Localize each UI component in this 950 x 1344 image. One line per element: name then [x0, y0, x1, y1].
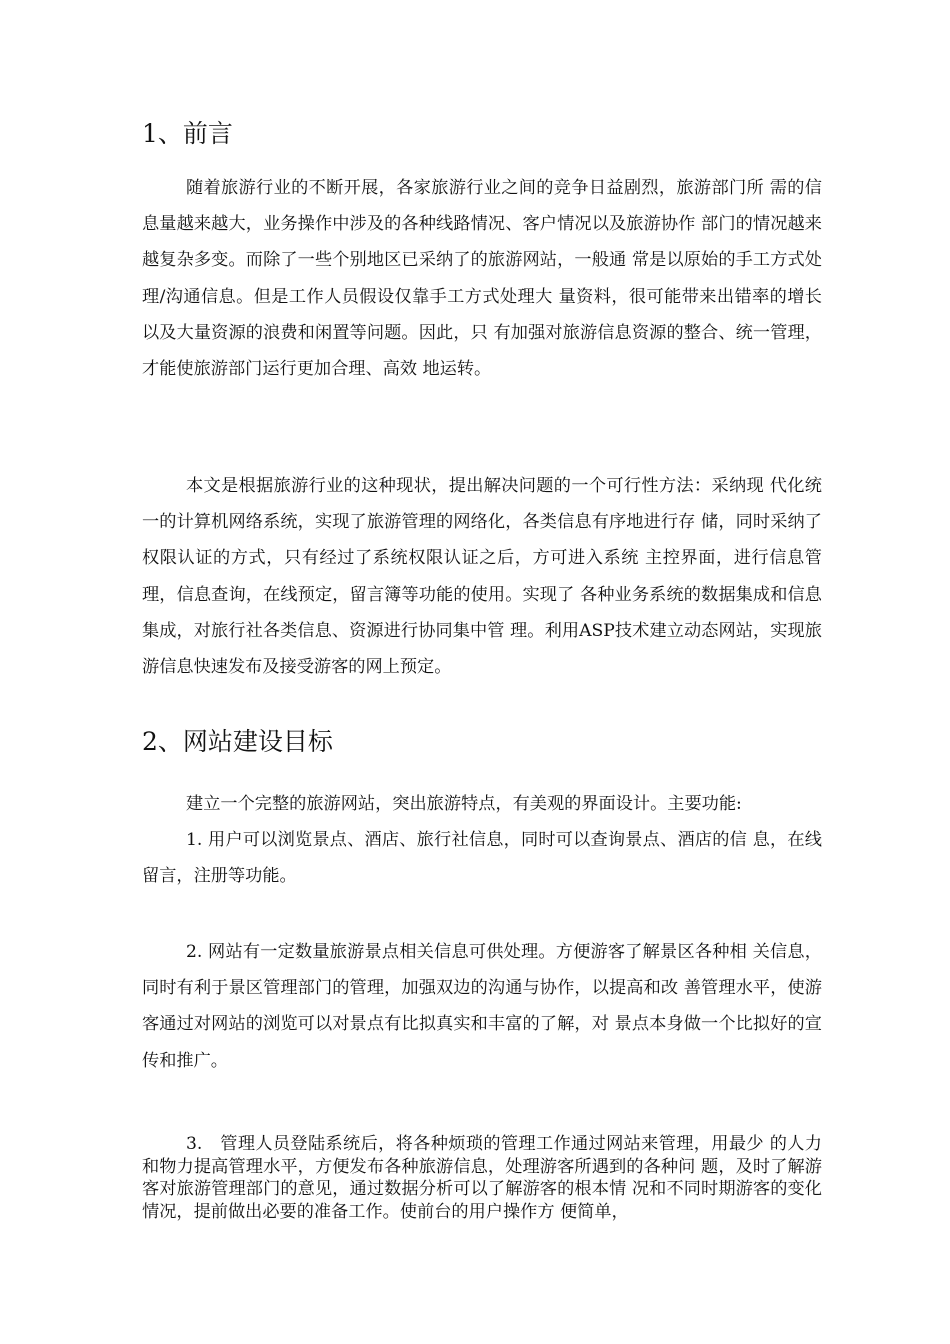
paragraph-preface-2: 本文是根据旅游行业的这种现状，提出解决问题的一个可行性方法：采纳现 代化统一的计算机网络系统，实现了旅游管理的网络化，各类信息有序地进行存 储，同时采纳了权限认证的方式，只有经过了系统权限认证之后，方可进入系统 主控界面，进行信息管理，信息查询，在线预定，留言簿等功能的使用。实现了 各种业务系统的数据集成和信息集成，对旅行社各类信息、资源进行协同集中管 理。利用ASP技术建立动态网站，实现旅游信息快速发布及接受游客的网上预定。: [142, 476, 822, 678]
list-item-goal-1: 1. 用户可以浏览景点、酒店、旅行社信息，同时可以查询景点、酒店的信 息，在线留言，注册等功能。: [142, 830, 822, 887]
paragraph-goals-intro: 建立一个完整的旅游网站，突出旅游特点，有美观的界面设计。主要功能:: [186, 794, 742, 814]
paragraph-preface-1: 随着旅游行业的不断开展，各家旅游行业之间的竞争日益剧烈，旅游部门所 需的信息量越来越大，业务操作中涉及的各种线路情况、客户情况以及旅游协作 部门的情况越来越复杂多变。而除了一些个别地区已采纳了的旅游网站，一般通 常是以原始的手工方式处理/沟通信息。但是工作人员假设仅靠手工方式处理大 量资料，很可能带来出错率的增长以及大量资源的浪费和闲置等问题。因此，只 有加强对旅游信息资源的整合、统一管理，才能使旅游部门运行更加合理、高效 地运转。: [142, 178, 822, 380]
section-heading-goals: 2、网站建设目标: [142, 727, 333, 756]
section-heading-preface: 1、前言: [142, 119, 233, 148]
list-item-goal-3: 3. 管理人员登陆系统后，将各种烦琐的管理工作通过网站来管理，用最少 的人力和物力提高管理水平，方便发布各种旅游信息，处理游客所遇到的各种问 题，及时了解游客对旅游管理部门的意见，通过数据分析可以了解游客的根本情 况和不同时期游客的变化情况，提前做出必要的准备工作。使前台的用户操作方 便简单，: [142, 1134, 822, 1222]
list-item-goal-2: 2. 网站有一定数量旅游景点相关信息可供处理。方便游客了解景区各种相 关信息，同时有利于景区管理部门的管理，加强双边的沟通与协作，以提高和改 善管理水平，使游客通过对网站的浏览可以对景点有比拟真实和丰富的了解，对 景点本身做一个比拟好的宣传和推广。: [142, 942, 822, 1071]
